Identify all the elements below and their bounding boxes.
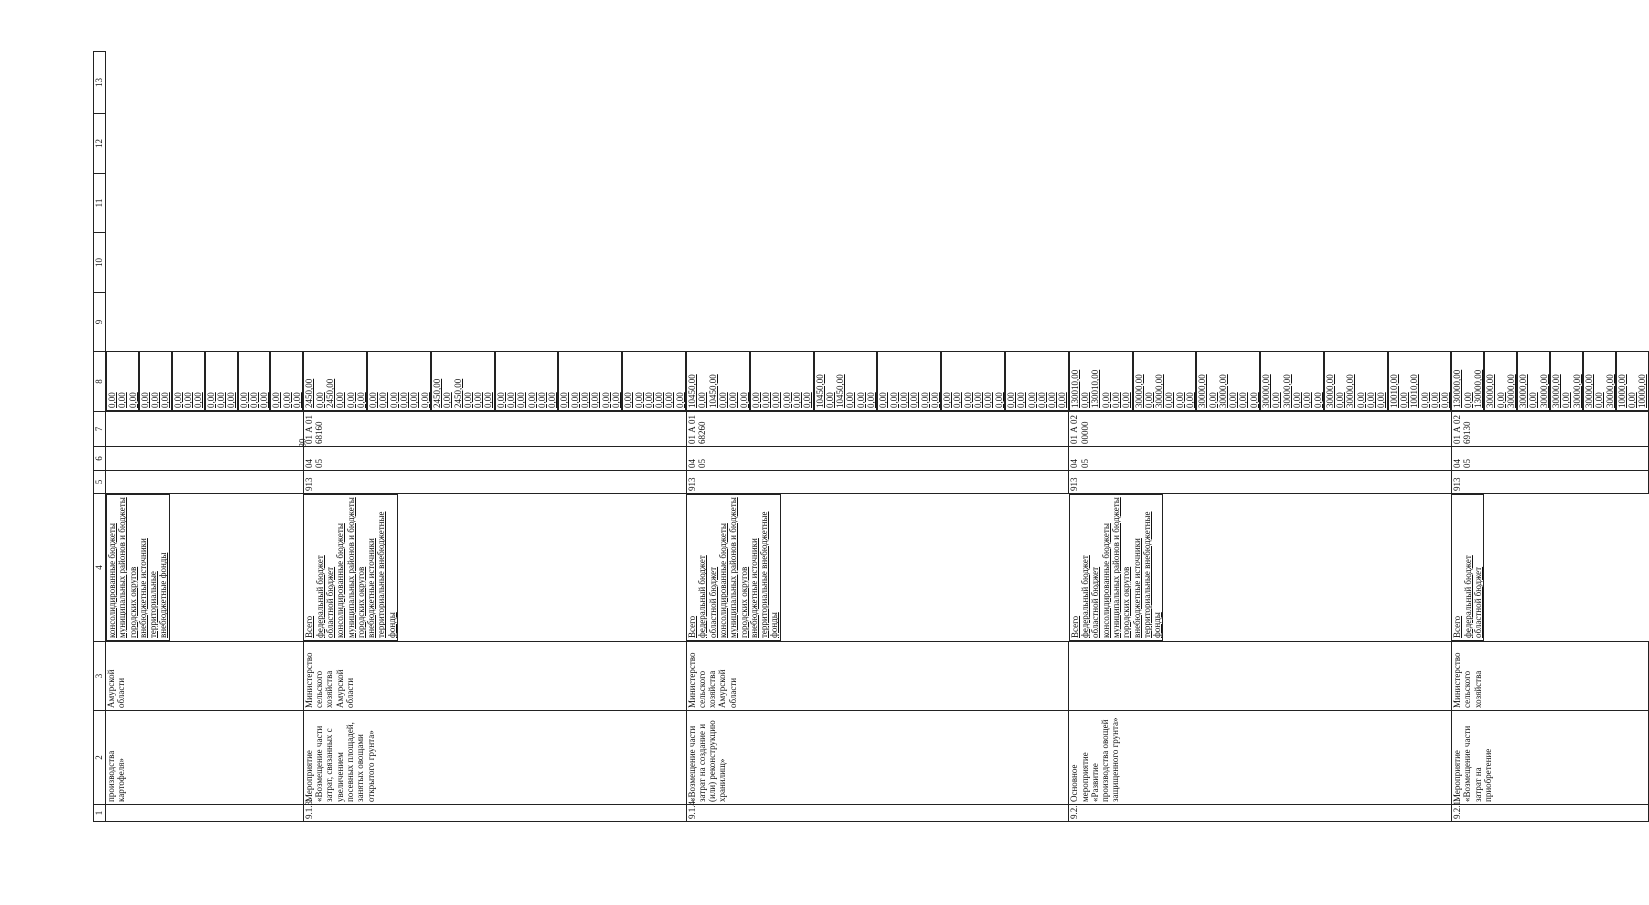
amount-value: 2450,00 [304,378,315,408]
amount-cell [1517,352,1550,412]
funding-source-label: консолидированные бюджеты муниципальных районов и бюджеты городских округов [335,497,366,638]
amount-value: 10450,00 [707,374,718,408]
amount-value: 30000,00 [1324,374,1335,408]
funding-sources-cell [303,494,398,641]
amount-value: 30000,00 [1571,374,1582,408]
header-cell: 2 [94,711,106,805]
amount-cell [1583,352,1616,412]
amount-cell [172,352,205,412]
amount-value: 0,00 [781,392,792,408]
section-code-cell: 04 05 [1069,447,1452,471]
measure-name-cell: производства картофеля» [106,711,304,805]
table-row [106,52,304,822]
amount-value: 0,00 [855,392,866,408]
amount-value: 0,00 [409,392,420,408]
amount-value: 0,00 [750,392,761,408]
amount-value: 0,00 [717,392,728,408]
amount-value: 0,00 [1561,392,1572,408]
executor-cell: Министерство сельского хозяйства Амурской области [686,642,1069,711]
amount-value: 0,00 [878,392,889,408]
row-number-cell: 9.2.1. [1451,805,1648,822]
amount-value: 0,00 [150,392,161,408]
executor-cell: Министерство сельского хозяйства [1451,642,1648,711]
funding-sources-cell [1451,494,1484,641]
funding-source-label: Всего [1069,615,1080,638]
amount-value: 0,00 [355,392,366,408]
amount-value: 2450,00 [324,378,335,408]
target-article-cell: 01 А 02 00000 [1069,412,1452,447]
amount-value: 0,00 [483,392,494,408]
amount-value: 0,00 [674,392,685,408]
amount-value: 0,00 [590,392,601,408]
section-code-cell [106,447,304,471]
amount-value: 0,00 [952,392,963,408]
amount-value: 0,00 [738,392,749,408]
amount-value: 0,00 [547,392,558,408]
header-cell: 1 [94,805,106,822]
measure-name-cell: Мероприятие «Возмещение части затрат на приобретение [1451,711,1648,805]
target-article-cell: 01 А 01 68260 [686,412,1069,447]
amount-value: 0,00 [1248,392,1259,408]
amount-cell [1550,352,1583,412]
amount-value: 0,00 [248,392,259,408]
amount-value: 0,00 [1627,392,1638,408]
amount-value: 0,00 [1228,392,1239,408]
amount-value: 0,00 [824,392,835,408]
header-cell: 5 [94,471,106,494]
amount-value: 30000,00 [1133,374,1144,408]
funding-source-label: территориальные внебюджетные фонды [376,511,397,638]
amount-value: 0,00 [215,392,226,408]
amount-value: 0,00 [495,392,506,408]
funding-source-label: консолидированные бюджеты муниципальных районов и бюджеты городских округов [107,497,138,638]
amount-value: 0,00 [1238,392,1249,408]
amount-value: 0,00 [728,392,739,408]
funding-source-label: Всего [1452,615,1463,638]
amount-value: 0,00 [378,392,389,408]
amount-value: 30000,00 [1261,374,1272,408]
row-number-cell: 9.2. [1069,805,1452,822]
amount-value: 0,00 [345,392,356,408]
amount-value: 0,00 [623,392,634,408]
amount-cell [1616,352,1649,412]
funding-source-label: внебюджетные фонды [158,552,169,638]
amount-value: 0,00 [1164,392,1175,408]
amount-value: 0,00 [1419,392,1430,408]
amount-value: 0,00 [388,392,399,408]
table-row [1451,52,1648,822]
amount-value: 0,00 [888,392,899,408]
amount-value: 0,00 [654,392,665,408]
amount-value: 30000,00 [1518,374,1529,408]
table-row [303,52,686,822]
amount-cell [750,352,814,412]
amount-value: 10000,00 [1616,374,1627,408]
amount-value: 0,00 [845,392,856,408]
amount-value: 0,00 [536,392,547,408]
amount-value: 0,00 [1174,392,1185,408]
amount-cell [558,352,622,412]
amount-value: 0,00 [399,392,410,408]
amount-value: 30000,00 [1583,374,1594,408]
amount-value: 0,00 [160,392,171,408]
measure-name-cell: Мероприятие «Возмещение части затрат, связанных с увеличением посевных площадей, занятых овощами открытого грунта» [303,711,686,805]
amount-value: 0,00 [802,392,813,408]
amount-value: 130010,00 [1069,369,1080,408]
amount-value: 0,00 [516,392,527,408]
amount-value: 0,00 [238,392,249,408]
amount-value: 0,00 [1429,392,1440,408]
amount-cell [877,352,941,412]
amount-value: 0,00 [183,392,194,408]
funding-source-label: территориальные внебюджетные фонды [759,511,780,638]
funding-sources-cell [1069,494,1164,641]
amount-cell [367,352,431,412]
amount-value: 0,00 [942,392,953,408]
header-cell: 12 [94,114,106,174]
table-row [1069,52,1452,822]
amount-value: 0,00 [505,392,516,408]
amount-value: 0,00 [643,392,654,408]
amount-value: 0,00 [898,392,909,408]
amount-value: 0,00 [1366,392,1377,408]
amount-value: 0,00 [117,392,128,408]
page-number: 30 [297,438,308,448]
amount-value: 0,00 [259,392,270,408]
amount-value: 0,00 [1376,392,1387,408]
amount-value: 0,00 [983,392,994,408]
amount-value: 130000,00 [1473,369,1483,408]
amount-value: 0,00 [281,392,292,408]
rotated-sheet [93,52,1648,822]
amount-value: 30000,00 [1345,374,1356,408]
amount-value: 130010,00 [1090,369,1101,408]
amount-cell [270,352,303,412]
amount-value: 0,00 [271,392,282,408]
funding-source-label: областной бюджет [1090,566,1101,638]
amount-value: 0,00 [1335,392,1346,408]
funding-source-label: внебюджетные источники [748,538,759,638]
amount-value: 10010,00 [1388,374,1399,408]
amount-value: 0,00 [1302,392,1313,408]
header-cell: 8 [94,352,106,412]
amount-value: 30000,00 [1281,374,1292,408]
amount-value: 10010,00 [1409,374,1420,408]
amount-value: 0,00 [107,392,117,408]
funding-source-label: внебюджетные источники [1131,538,1142,638]
amount-value: 0,00 [419,392,430,408]
header-cell: 11 [94,174,106,233]
target-article-cell: 01 А 01 68160 [303,412,686,447]
section-code-cell: 04 05 [686,447,1069,471]
amount-value: 0,00 [1207,392,1218,408]
table-row [686,52,1069,822]
target-article-cell [106,412,304,447]
amount-value: 30000,00 [1197,374,1208,408]
amount-cell [1484,352,1517,412]
header-cell: 9 [94,293,106,352]
amount-value: 0,00 [580,392,591,408]
amount-value: 30000,00 [1538,374,1549,408]
amount-cell [1388,352,1452,412]
measure-name-cell: «Возмещение части затрат на создание и (или) реконструкцию хранилищ» [686,711,1069,805]
amount-value: 30000,00 [1551,374,1562,408]
amount-value: 0,00 [462,392,473,408]
amount-value: 0,00 [909,392,920,408]
amount-value: 0,00 [1355,392,1366,408]
amount-value: 0,00 [1005,392,1016,408]
amount-cell [1324,352,1388,412]
amount-value: 0,00 [866,392,877,408]
grbs-code-cell: 913 [1069,471,1452,494]
amount-value: 30000,00 [1505,374,1516,408]
funding-source-label: Всего [304,615,315,638]
measure-name-cell: Основное мероприятие «Развитие производства овощей защищенного грунта» [1069,711,1452,805]
amount-value: 0,00 [761,392,772,408]
amount-value: 0,00 [919,392,930,408]
funding-source-label: областной бюджет [1473,566,1483,638]
funding-source-label: территориальные [148,571,159,638]
header-cell: 4 [94,494,106,642]
amount-cell [495,352,559,412]
amount-value: 10450,00 [835,374,846,408]
amount-value: 0,00 [1016,392,1027,408]
amount-value: 0,00 [526,392,537,408]
grbs-code-cell: 913 [303,471,686,494]
amount-value: 0,00 [929,392,940,408]
amount-value: 30000,00 [1604,374,1615,408]
amount-value: 0,00 [771,392,782,408]
amount-value: 0,00 [1398,392,1409,408]
amount-value: 0,00 [633,392,644,408]
amount-value: 0,00 [1026,392,1037,408]
amount-cell [303,352,367,412]
executor-cell: Амурской области [106,642,304,711]
funding-source-label: консолидированные бюджеты муниципальных районов и бюджеты городских округов [1100,497,1132,638]
amount-value: 0,00 [335,392,346,408]
amount-value: 0,00 [1495,392,1506,408]
amount-value: 0,00 [172,392,183,408]
amount-cell [1133,352,1197,412]
amount-value: 0,00 [993,392,1004,408]
amount-cell [238,352,271,412]
amount-cell [941,352,1005,412]
amount-value: 0,00 [1080,392,1091,408]
amount-value: 0,00 [1528,392,1539,408]
amount-value: 0,00 [569,392,580,408]
amount-value: 2450,00 [431,378,442,408]
amount-cell [106,352,139,412]
amount-value: 0,00 [1271,392,1282,408]
funding-source-label: Всего [687,615,698,638]
funding-source-label: областной бюджет [707,566,718,638]
header-row [94,52,106,822]
funding-source-label: консолидированные бюджеты муниципальных районов и бюджеты городских округов [717,497,749,638]
amount-cell [1005,352,1069,412]
amount-value: 0,00 [1184,392,1195,408]
amount-value: 30000,00 [1485,374,1496,408]
amount-value: 0,00 [193,392,204,408]
funding-source-label: территориальные внебюджетные фонды [1141,511,1163,638]
amount-value: 10000,00 [1637,374,1648,408]
amount-value: 0,00 [1440,392,1451,408]
amount-value: 10450,00 [814,374,825,408]
amount-value: 0,00 [1462,392,1473,408]
header-cell: 13 [94,52,106,114]
amount-value: 0,00 [1057,392,1068,408]
section-code-cell: 04 05 [303,447,686,471]
amount-value: 130000,00 [1452,369,1463,408]
amount-cell [1260,352,1324,412]
amount-value: 0,00 [600,392,611,408]
funding-source-label: федеральный бюджет [314,555,325,638]
executor-cell [1069,642,1452,711]
budget-table [93,51,1649,822]
amount-value: 0,00 [792,392,802,408]
amount-cell [1451,352,1484,412]
amount-value: 0,00 [1121,392,1132,408]
funding-source-label: федеральный бюджет [1080,555,1091,638]
header-cell: 3 [94,642,106,711]
amount-value: 0,00 [205,392,216,408]
amount-value: 30000,00 [1154,374,1165,408]
amount-cell [1069,352,1133,412]
amount-value: 0,00 [1110,392,1121,408]
amount-cell [622,352,686,412]
amount-value: 0,00 [226,392,237,408]
amount-value: 0,00 [1594,392,1605,408]
amount-value: 0,00 [610,392,621,408]
funding-sources-cell [686,494,781,641]
amount-value: 0,00 [139,392,150,408]
amount-value: 0,00 [442,392,453,408]
amount-value: 0,00 [368,392,379,408]
amount-value: 0,00 [127,392,138,408]
amount-value: 0,00 [559,392,570,408]
row-number-cell: 9.1.4. [686,805,1069,822]
amount-value: 0,00 [1036,392,1047,408]
amount-value: 2450,00 [452,378,463,408]
executor-cell: Министерство сельского хозяйства Амурской области [303,642,686,711]
amount-value: 0,00 [962,392,973,408]
funding-source-label: внебюджетные источники [137,538,148,638]
amount-cell [139,352,172,412]
budget-table-container [93,52,1648,822]
row-number-cell: 9.1.3. [303,805,686,822]
grbs-code-cell: 913 [686,471,1069,494]
grbs-code-cell: 913 [1451,471,1648,494]
amount-value: 30000,00 [1217,374,1228,408]
funding-sources-cell [106,494,170,641]
amount-value: 10450,00 [687,374,698,408]
amount-cell [431,352,495,412]
amount-value: 0,00 [697,392,708,408]
amount-cell [686,352,750,412]
target-article-cell: 01 А 02 69130 [1451,412,1648,447]
amount-cell [814,352,878,412]
header-cell: 6 [94,447,106,471]
section-code-cell: 04 05 [1451,447,1648,471]
amount-value: 0,00 [473,392,484,408]
amount-value: 0,00 [1291,392,1302,408]
header-cell: 7 [94,412,106,447]
amount-value: 0,00 [973,392,984,408]
funding-source-label: федеральный бюджет [697,555,708,638]
amount-value: 0,00 [314,392,325,408]
grbs-code-cell [106,471,304,494]
amount-cell [205,352,238,412]
funding-source-label: внебюджетные источники [366,538,377,638]
funding-source-label: областной бюджет [324,566,335,638]
amount-value: 0,00 [292,392,303,408]
header-cell: 10 [94,233,106,293]
amount-value: 0,00 [664,392,675,408]
amount-cell [1196,352,1260,412]
amount-value: 0,00 [1047,392,1058,408]
row-number-cell [106,805,304,822]
amount-value: 0,00 [1312,392,1323,408]
funding-source-label: федеральный бюджет [1462,555,1473,638]
amount-value: 0,00 [1100,392,1111,408]
amount-value: 0,00 [1143,392,1154,408]
